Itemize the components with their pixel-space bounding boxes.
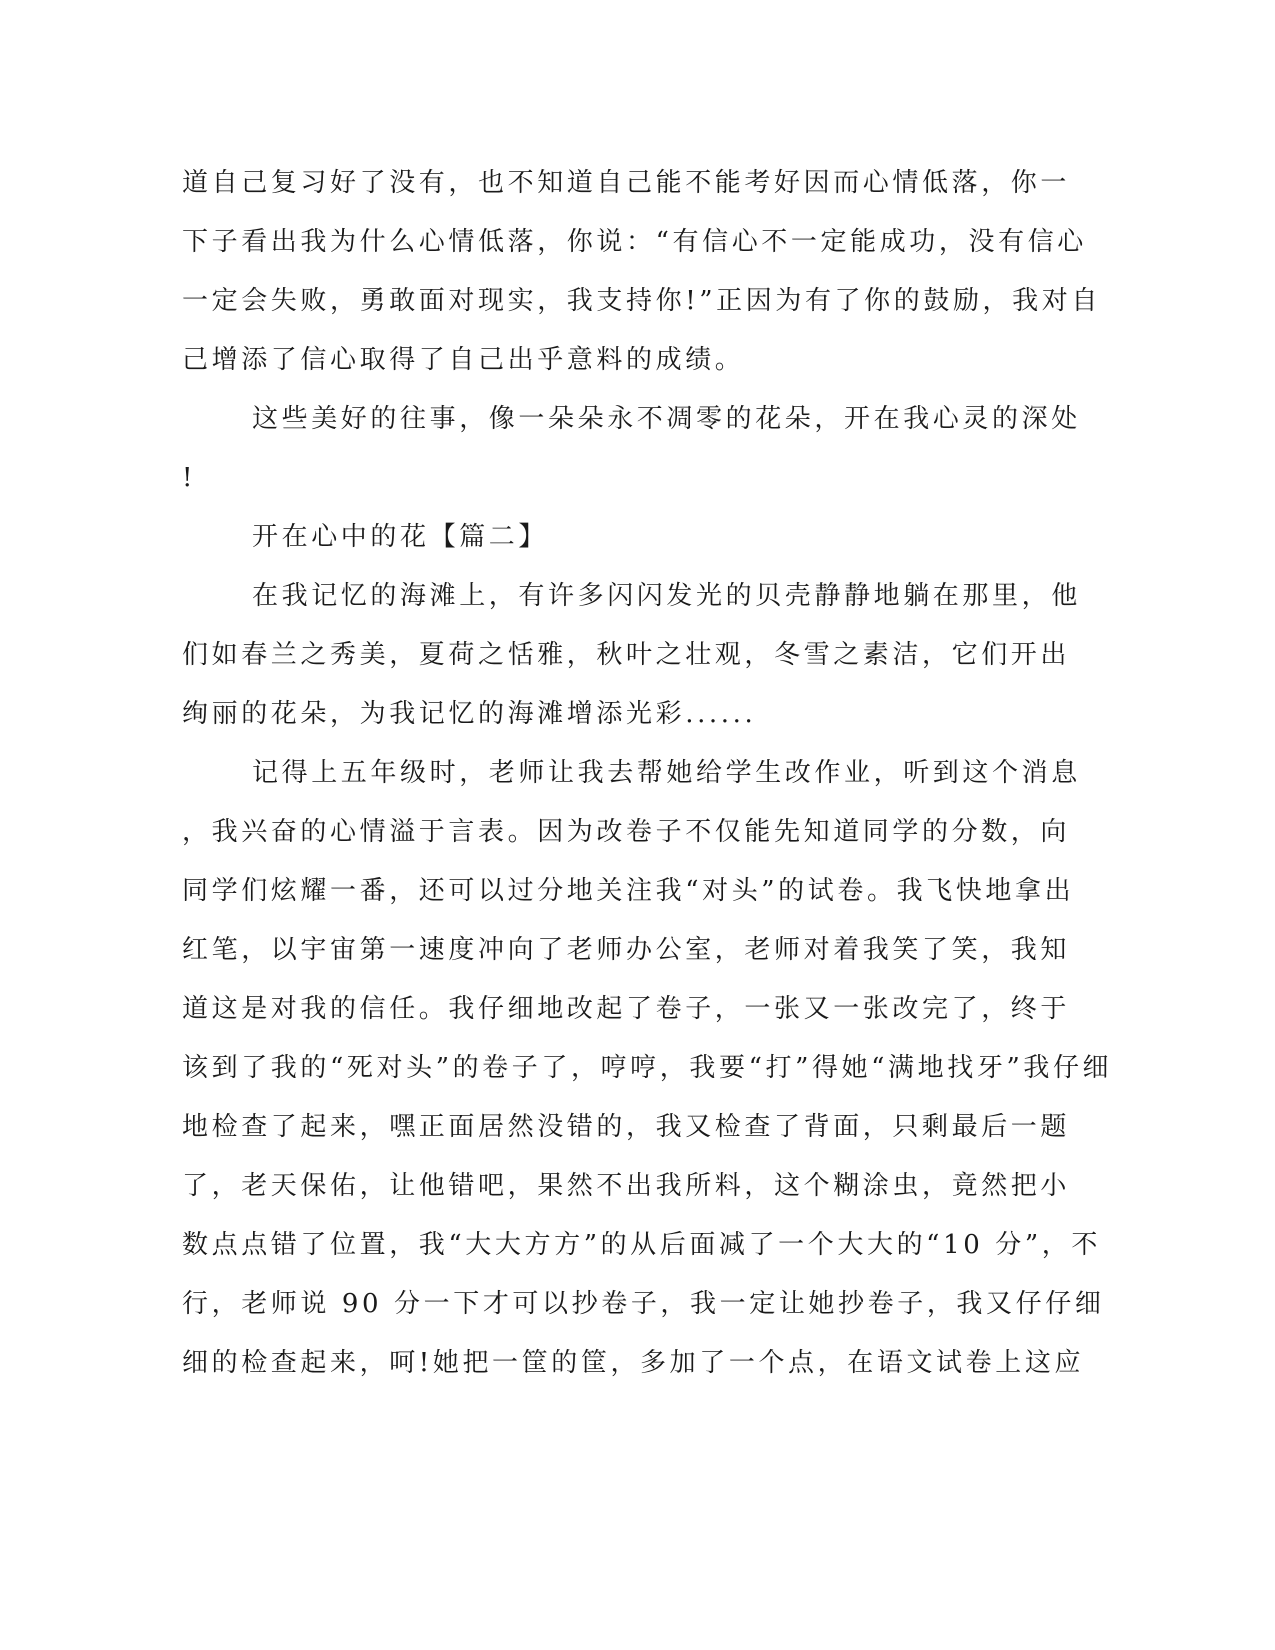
text-line: 这些美好的往事，像一朵朵永不凋零的花朵，开在我心灵的深处 <box>252 404 1081 434</box>
text-line: 下子看出我为什么心情低落，你说：“有信心不一定能成功，没有信心 <box>182 227 1087 257</box>
text-line: 记得上五年级时，老师让我去帮她给学生改作业，听到这个消息 <box>252 758 1081 788</box>
text-line: 行，老师说 90 分一下才可以抄卷子，我一定让她抄卷子，我又仔仔细 <box>182 1289 1105 1319</box>
text-line: 了，老天保佑，让他错吧，果然不出我所料，这个糊涂虫，竟然把小 <box>182 1171 1071 1201</box>
text-line: 地检查了起来，嘿正面居然没错的，我又检查了背面，只剩最后一题 <box>182 1112 1071 1142</box>
section-heading: 开在心中的花【篇二】 <box>252 522 549 552</box>
document-page <box>182 154 1113 1393</box>
text-line: 一定会失败，勇敢面对现实，我支持你!”正因为有了你的鼓励，我对自 <box>182 286 1101 316</box>
text-line: 们如春兰之秀美，夏荷之恬雅，秋叶之壮观，冬雪之素洁，它们开出 <box>182 640 1071 670</box>
text-line: 细的检查起来，呵!她把一筐的筐，多加了一个点，在语文试卷上这应 <box>182 1348 1085 1378</box>
text-line: 己增添了信心取得了自己出乎意料的成绩。 <box>182 345 745 375</box>
text-line: 在我记忆的海滩上，有许多闪闪发光的贝壳静静地躺在那里，他 <box>252 581 1081 611</box>
text-line: ，我兴奋的心情溢于言表。因为改卷子不仅能先知道同学的分数，向 <box>182 817 1071 847</box>
text-line: ! <box>182 463 197 493</box>
text-line: 道这是对我的信任。我仔细地改起了卷子，一张又一张改完了，终于 <box>182 994 1071 1024</box>
text-line: 红笔，以宇宙第一速度冲向了老师办公室，老师对着我笑了笑，我知 <box>182 935 1071 965</box>
text-line: 绚丽的花朵，为我记忆的海滩增添光彩...... <box>182 699 757 729</box>
text-line: 该到了我的“死对头”的卷子了，哼哼，我要“打”得她“满地找牙”我仔细 <box>182 1053 1113 1083</box>
text-line: 道自己复习好了没有，也不知道自己能不能考好因而心情低落，你一 <box>182 168 1071 198</box>
text-line: 数点点错了位置，我“大大方方”的从后面减了一个大大的“10 分”，不 <box>182 1230 1101 1260</box>
text-line: 同学们炫耀一番，还可以过分地关注我“对头”的试卷。我飞快地拿出 <box>182 876 1075 906</box>
